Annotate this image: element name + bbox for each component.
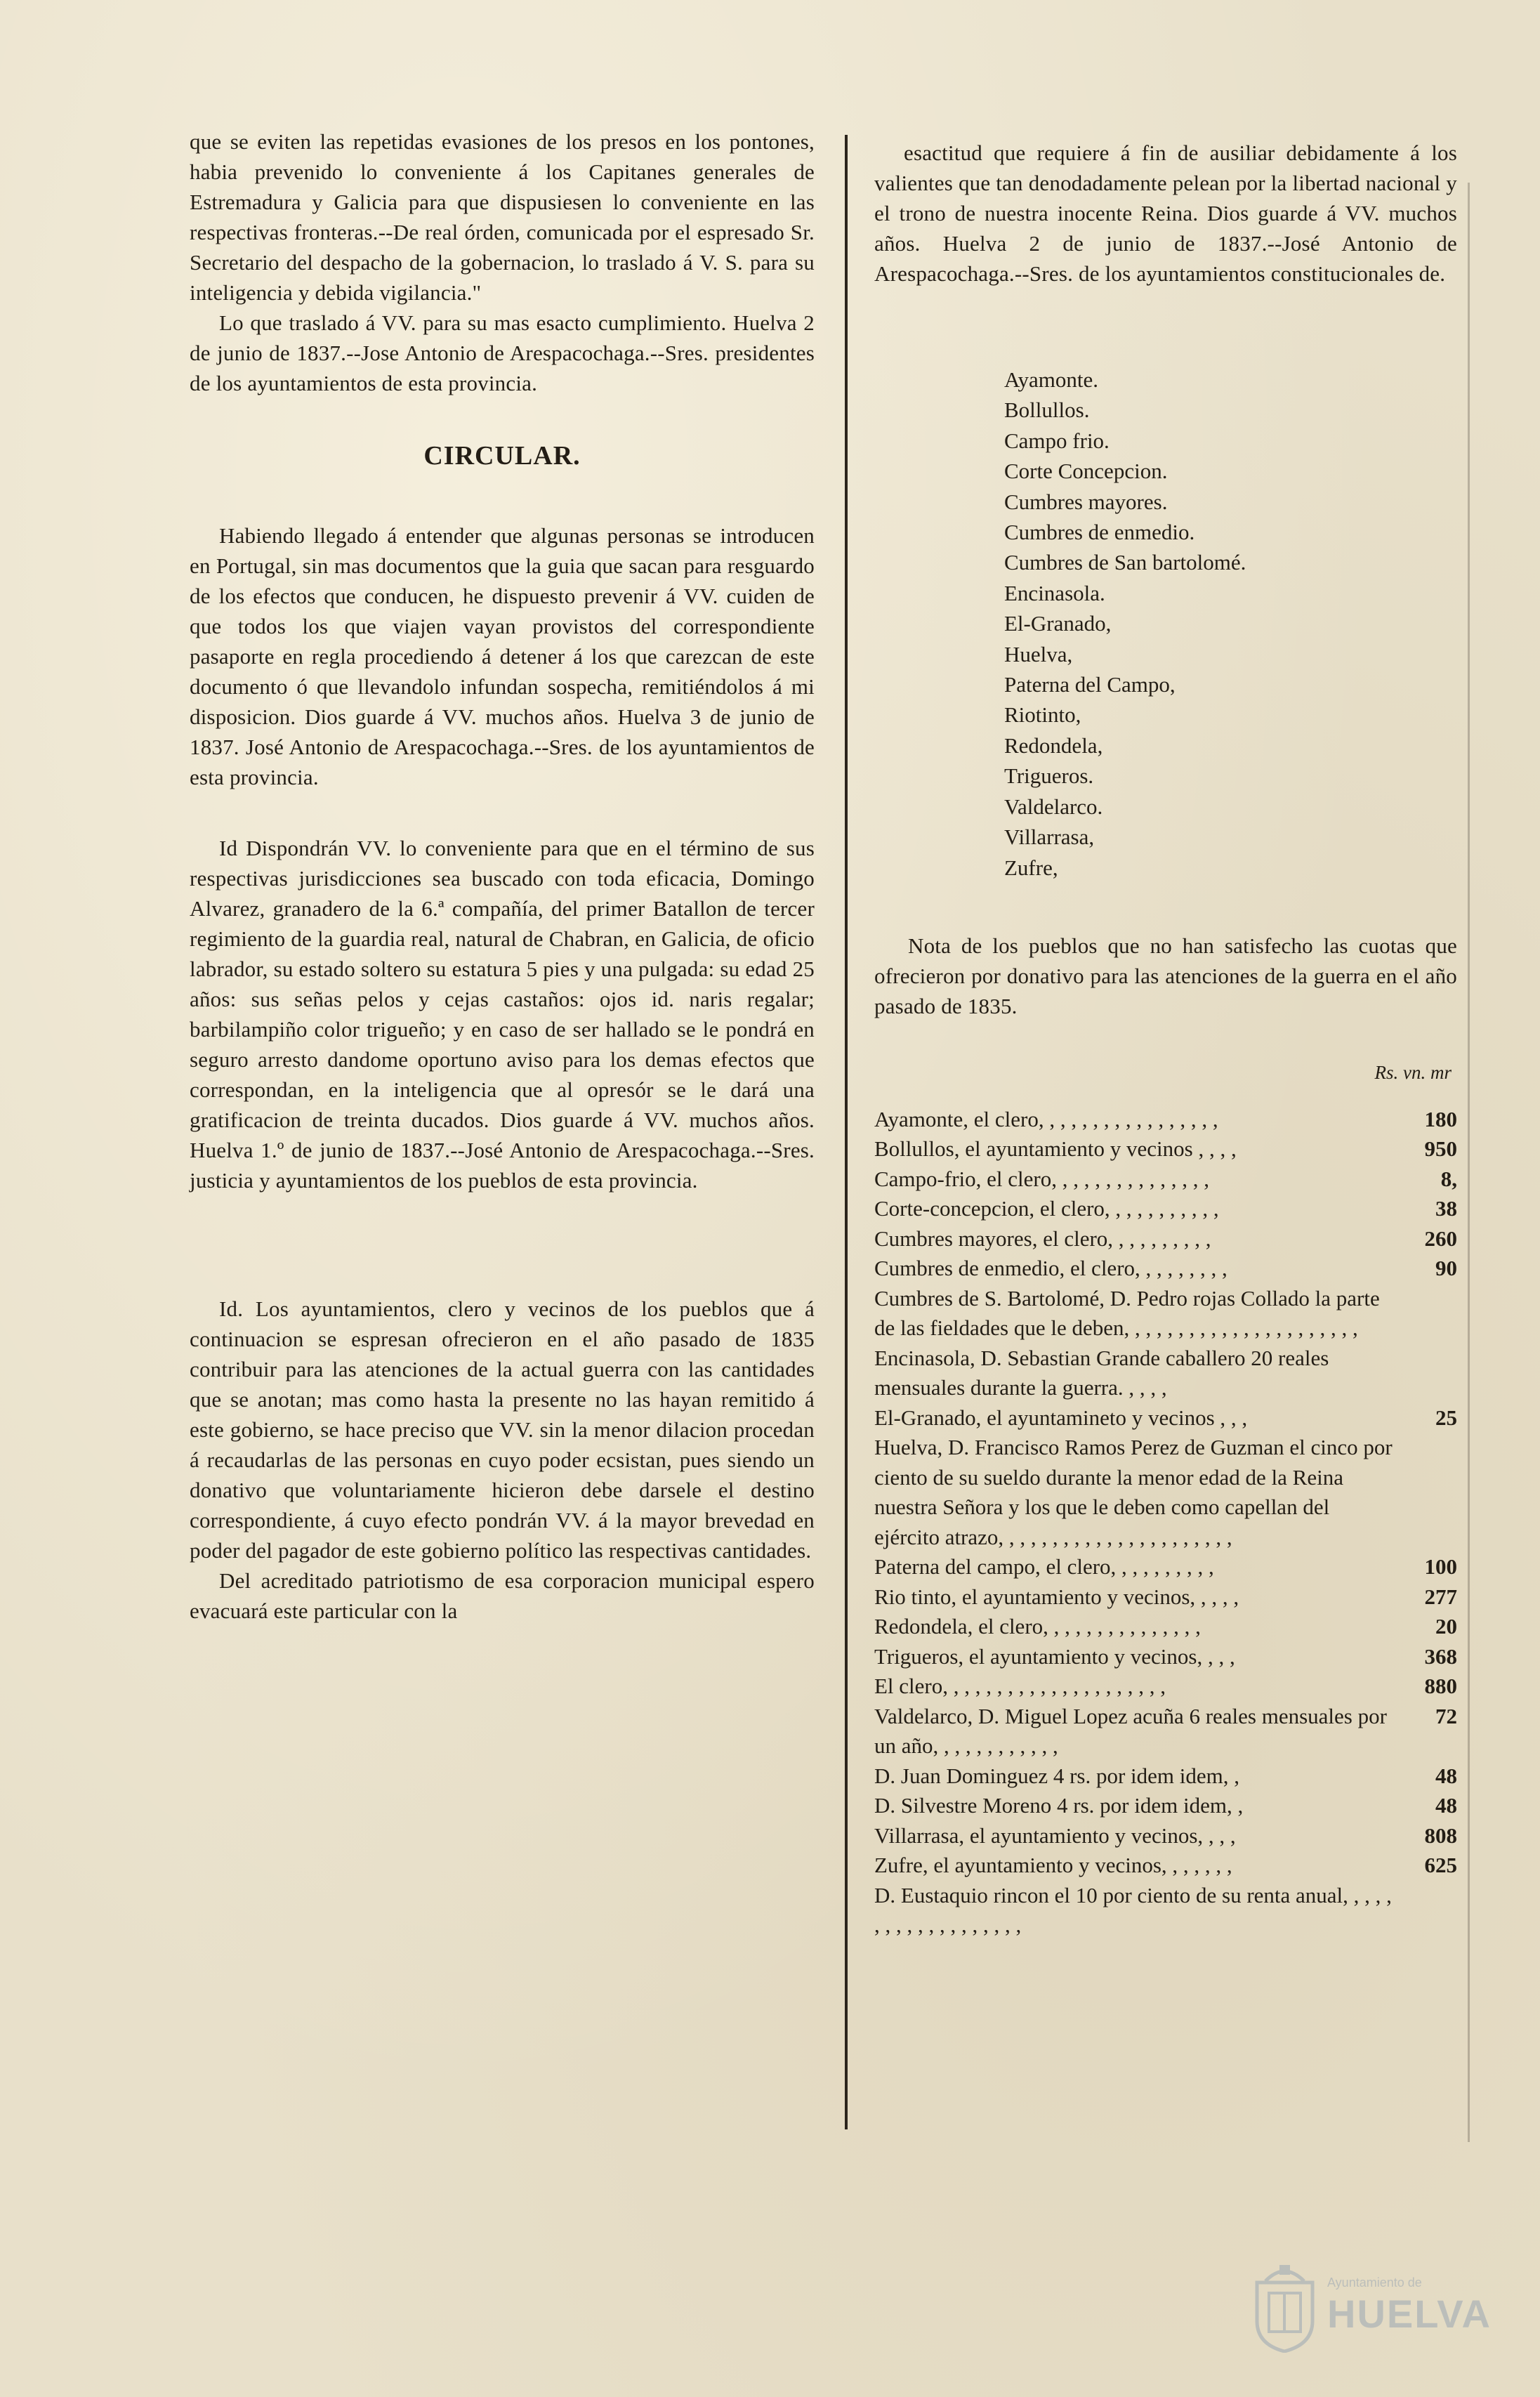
cuota-row — [874, 1433, 1457, 1552]
cuota-description: Ayamonte, el clero, , , , , , , , , , , , , , , , , — [874, 1106, 1218, 1131]
cuota-row — [874, 1552, 1457, 1582]
town-item: El-Granado, — [1004, 611, 1112, 636]
cuota-amount: 277 — [1424, 1584, 1457, 1609]
cuota-row — [874, 1702, 1457, 1761]
cuota-row — [874, 1881, 1457, 1940]
cuota-row — [874, 1344, 1457, 1403]
cuota-description: Trigueros, el ayuntamiento y vecinos, , , , — [874, 1643, 1235, 1669]
cuota-amount: 100 — [1424, 1554, 1457, 1580]
cuota-description: Bollullos, el ayuntamiento y vecinos , , , , — [874, 1136, 1237, 1162]
cuota-description: Encinasola, D. Sebastian Grande caballero 20 reales mensuales durante la guerra. , , , , — [874, 1345, 1329, 1400]
cuota-description: Corte-concepcion, el clero, , , , , , , , , , , — [874, 1196, 1219, 1221]
cuota-description: Valdelarco, D. Miguel Lopez acuña 6 reales mensuales por un año, , , , , , , , , , , , — [874, 1703, 1387, 1759]
town-item: Paterna del Campo, — [1004, 672, 1176, 697]
cuota-row — [874, 1582, 1457, 1613]
cuota-amount: 38 — [1435, 1196, 1457, 1221]
cuota-description: Paterna del campo, el clero, , , , , , , , , , — [874, 1554, 1214, 1580]
cuota-description: El clero, , , , , , , , , , , , , , , , , , , , , — [874, 1674, 1166, 1699]
coat-of-arms-icon — [1251, 2261, 1318, 2353]
cuota-row — [874, 1254, 1457, 1284]
cuota-row — [874, 1164, 1457, 1195]
cuota-row — [874, 1672, 1457, 1702]
cuota-description: Cumbres mayores, el clero, , , , , , , , , , — [874, 1226, 1211, 1251]
cuota-description: Huelva, D. Francisco Ramos Perez de Guzman el cinco por ciento de su sueldo durante la menor edad de la Reina nuestra Señora y los que le deben como capellan del ejército atrazo, , , , , , , , , , , , , , , , , , , , , , — [874, 1435, 1393, 1549]
cuota-description: Zufre, el ayuntamiento y vecinos, , , , , , , — [874, 1853, 1232, 1878]
cuota-description: D. Juan Dominguez 4 rs. por idem idem, , — [874, 1763, 1240, 1788]
town-item: Trigueros. — [1004, 763, 1094, 789]
town-item: Huelva, — [1004, 641, 1073, 666]
cuota-amount: 20 — [1435, 1614, 1457, 1639]
town-item: Ayamonte. — [1004, 367, 1099, 392]
town-item: Campo frio. — [1004, 428, 1110, 453]
huelva-watermark — [1243, 2247, 1510, 2381]
cuota-row — [874, 1403, 1457, 1433]
town-item: Riotinto, — [1004, 702, 1081, 728]
cuota-amount: 368 — [1424, 1643, 1457, 1669]
cuota-description: Redondela, el clero, , , , , , , , , , , , , , , — [874, 1614, 1201, 1639]
cuota-description: Campo-frio, el clero, , , , , , , , , , , , , , , — [874, 1166, 1209, 1191]
cuota-description: Rio tinto, el ayuntamiento y vecinos, , , , , — [874, 1584, 1239, 1609]
town-item: Zufre, — [1004, 855, 1058, 880]
cuota-amount: 260 — [1424, 1226, 1457, 1251]
cuota-row — [874, 1821, 1457, 1851]
right-column — [874, 138, 1457, 1940]
left-column — [190, 126, 815, 1626]
cuota-amount: 880 — [1424, 1674, 1457, 1699]
cuota-amount: 25 — [1435, 1405, 1457, 1430]
cuota-row — [874, 1134, 1457, 1164]
cuota-row — [874, 1642, 1457, 1672]
cuota-row — [874, 1851, 1457, 1881]
column-divider — [845, 135, 848, 2129]
circular-heading: CIRCULAR. — [423, 441, 581, 471]
town-item: Valdelarco. — [1004, 794, 1103, 819]
cuotas-table — [874, 1105, 1457, 1940]
cuota-amount: 625 — [1424, 1853, 1457, 1878]
town-item: Cumbres mayores. — [1004, 489, 1168, 514]
town-item: Bollullos. — [1004, 398, 1090, 423]
cuota-description: Cumbres de enmedio, el clero, , , , , , , , , — [874, 1256, 1228, 1281]
cuota-amount: 950 — [1424, 1136, 1457, 1162]
paragraph-patriotismo: Del acreditado patriotismo de esa corporacion municipal espero evacuará este particular con la — [190, 1568, 815, 1623]
town-item: Corte Concepcion. — [1004, 459, 1168, 484]
town-item: Encinasola. — [1004, 580, 1105, 605]
paragraph-donativo: Id. Los ayuntamientos, clero y vecinos de los pueblos que á continuacion se espresan ofrecieron en el año pasado de 1835 contribuir para las atenciones de la actual guerra con las cantidades que se anotan; mas como hasta la presente no las hayan remitido á este gobierno, se hace preciso que VV. sin la menor dilacion procedan á recaudarlas de las personas en cuyo poder ecsistan, pues siendo un donativo que voluntariamente hicieron debe darsele el destino correspondiente, á cuyo efecto pondrán VV. á la mayor brevedad en poder del pagador de este gobierno político las respectivas cantidades. — [190, 1296, 815, 1563]
paragraph-esactitud: esactitud que requiere á fin de ausiliar debidamente á los valientes que tan denodadamente pelean por la libertad nacional y el trono de nuestra inocente Reina. Dios guarde á VV. muchos años. Huelva 2 de junio de 1837.--José Antonio de Arespacochaga.--Sres. de los ayuntamientos constitucionales de. — [874, 140, 1457, 286]
cuota-row — [874, 1761, 1457, 1792]
cuota-row — [874, 1791, 1457, 1821]
paragraph-portugal: Habiendo llegado á entender que algunas personas se introducen en Portugal, sin mas documentos que la guia que sacan para resguardo de los efectos que conducen, he dispuesto prevenir á VV. cuiden de que todos los que viajen vayan provistos del correspondiente pasaporte en regla procediendo á detener á los que carezcan de este documento ó que llevandolo infundan sospecha, remitiéndolos á mi disposicion. Dios guarde á VV. muchos años. Huelva 3 de junio de 1837. José Antonio de Arespacochaga.--Sres. de los ayuntamientos de esta provincia. — [190, 523, 815, 789]
town-item: Villarrasa, — [1004, 825, 1095, 850]
cuota-description: D. Eustaquio rincon el 10 por ciento de su renta anual, , , , , , , , , , , , , , , , , , , — [874, 1882, 1392, 1938]
town-item: Cumbres de enmedio. — [1004, 520, 1195, 545]
cuota-description: Villarrasa, el ayuntamiento y vecinos, , , , — [874, 1823, 1236, 1848]
cuota-amount: 8, — [1440, 1166, 1457, 1191]
cuota-description: D. Silvestre Moreno 4 rs. por idem idem, , — [874, 1793, 1244, 1818]
nota-pueblos: Nota de los pueblos que no han satisfecho las cuotas que ofrecieron por donativo para las atenciones de la guerra en el año pasado de 1835. — [874, 933, 1457, 1018]
cuota-row — [874, 1224, 1457, 1254]
town-item: Redondela, — [1004, 733, 1103, 758]
watermark-small-text: Ayuntamiento de — [1327, 2275, 1422, 2290]
cuota-amount: 808 — [1424, 1823, 1457, 1848]
cuota-row — [874, 1612, 1457, 1642]
watermark-big-text: HUELVA — [1327, 2292, 1492, 2336]
cuota-amount: 180 — [1424, 1106, 1457, 1131]
right-edge-rule — [1468, 183, 1470, 2142]
paragraph-traslado: Lo que traslado á VV. para su mas esacto cumplimiento. Huelva 2 de junio de 1837.--Jose Antonio de Arespacochaga.--Sres. presidentes de los ayuntamientos de esta provincia. — [190, 310, 815, 395]
cuota-description: El-Granado, el ayuntamineto y vecinos , , , — [874, 1405, 1248, 1430]
cuota-amount: 48 — [1435, 1763, 1457, 1788]
cuota-amount: 72 — [1435, 1703, 1457, 1728]
town-list — [1004, 365, 1457, 883]
cuota-amount: 90 — [1435, 1256, 1457, 1281]
cuota-row — [874, 1194, 1457, 1224]
paragraph-presos: que se eviten las repetidas evasiones de los presos en los pontones, habia prevenido lo conveniente á los Capitanes generales de Estremadura y Galicia para que dispusiesen lo conveniente en las respectivas fronteras.--De real órden, comunicada por el espresado Sr. Secretario del despacho de la gobernacion, lo traslado á V. S. para su inteligencia y debida vigilancia." — [190, 129, 815, 305]
units-header: Rs. vn. mr — [1374, 1061, 1452, 1083]
town-item: Cumbres de San bartolomé. — [1004, 550, 1246, 575]
cuota-row — [874, 1105, 1457, 1135]
cuota-description: Cumbres de S. Bartolomé, D. Pedro rojas Collado la parte de las fieldades que le deben, , , , , , , , , , , , , , , , , , , , , , — [874, 1285, 1380, 1341]
paragraph-domingo-alvarez: Id Dispondrán VV. lo conveniente para que en el término de sus respectivas jurisdicciones sea buscado con toda eficacia, Domingo Alvarez, granadero de la 6.ª compañía, del primer Batallon de tercer regimiento de la guardia real, natural de Chabran, en Galicia, de oficio labrador, su estado soltero su estatura 5 pies y una pulgada: su edad 25 años: sus señas pelos y cejas castaños: ojos id. naris regalar; barbilampiño color trigueño; y en caso de ser hallado se le pondrá en seguro arresto dandome oportuno aviso para los demas efectos que correspondan, en la inteligencia que al opresór se le dará una gratificacion de treinta ducados. Dios guarde á VV. muchos años. Huelva 1.º de junio de 1837.--José Antonio de Arespacochaga.--Sres. justicia y ayuntamientos de los pueblos de esta provincia. — [190, 836, 815, 1193]
cuota-row — [874, 1284, 1457, 1344]
cuota-amount: 48 — [1435, 1793, 1457, 1818]
